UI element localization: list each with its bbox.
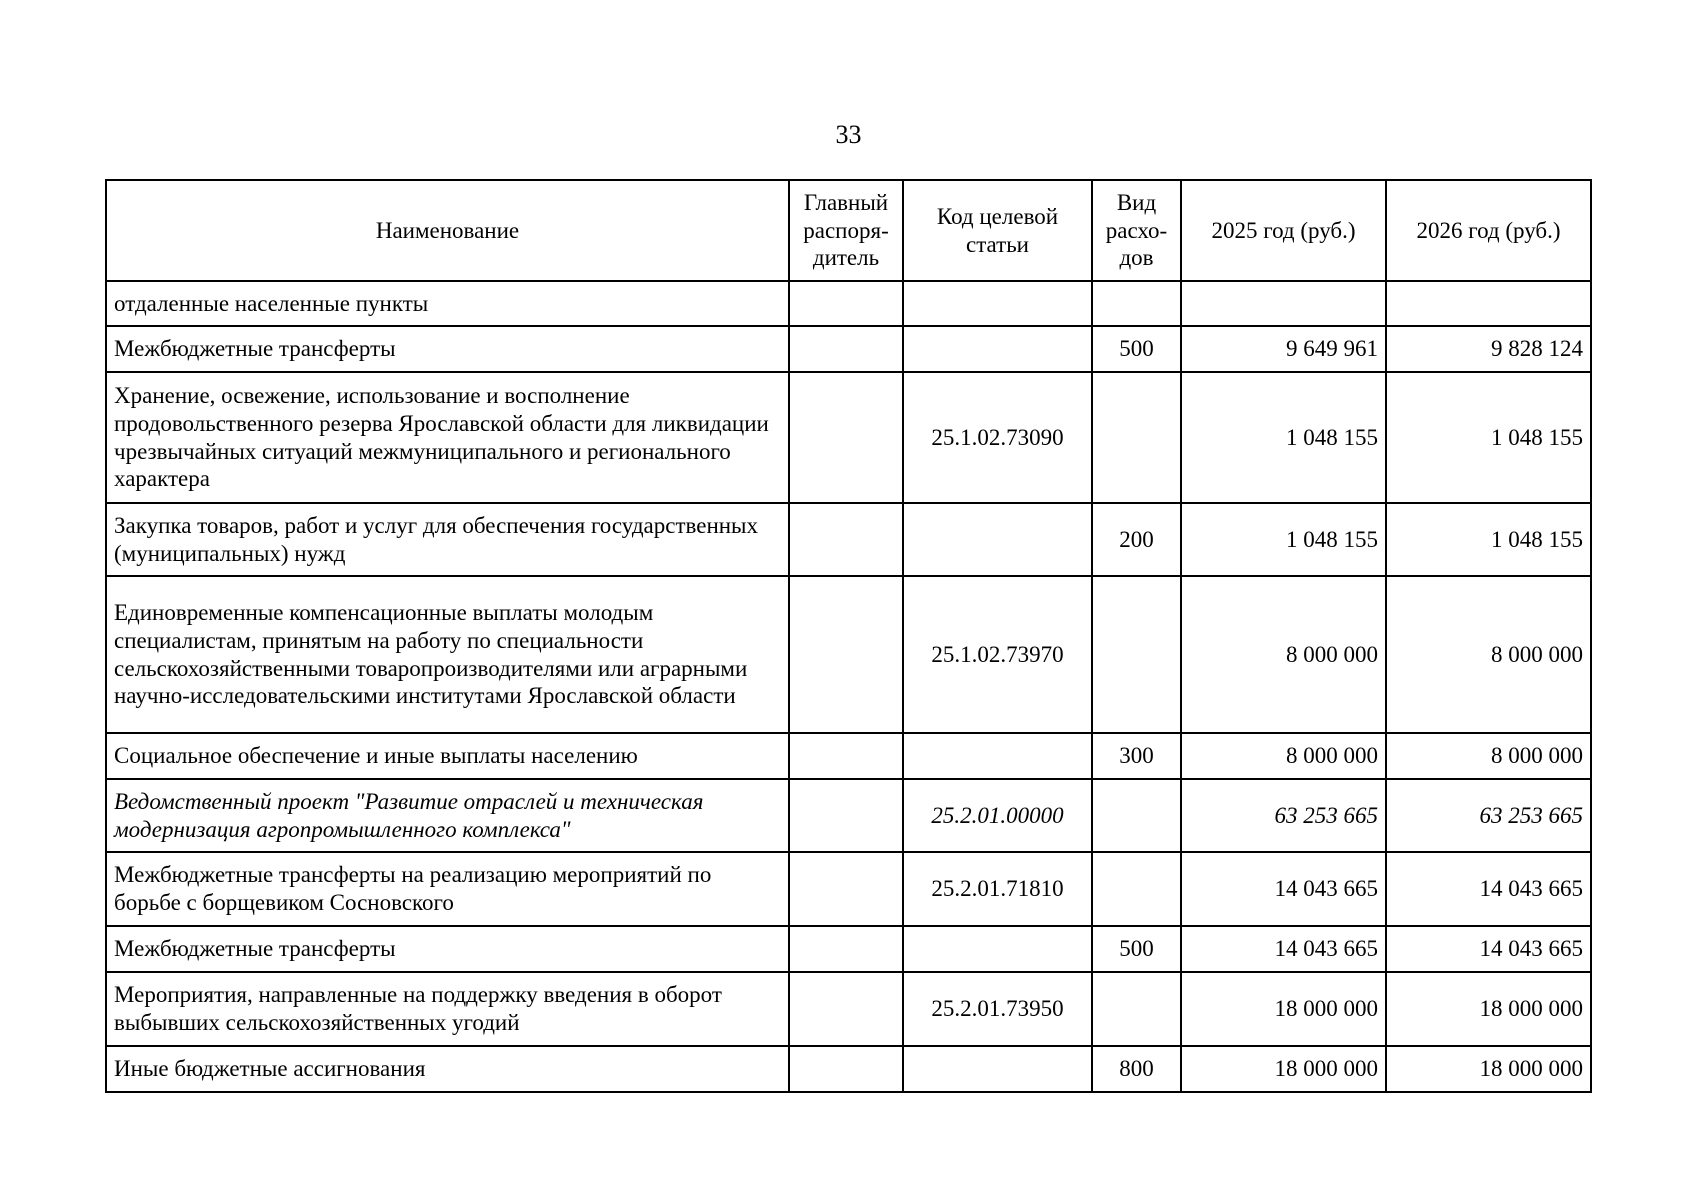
- cell-code: 25.2.01.73950: [903, 972, 1092, 1046]
- cell-2025: 1 048 155: [1181, 372, 1386, 503]
- cell-kind: 300: [1092, 733, 1181, 779]
- cell-2026: 18 000 000: [1386, 972, 1591, 1046]
- cell-name: Межбюджетные трансферты на реализацию мероприятий по борьбе с борщевиком Сосновского: [106, 852, 789, 926]
- table-row: [106, 576, 1591, 733]
- cell-2025: 1 048 155: [1181, 503, 1386, 576]
- cell-kind: [1092, 852, 1181, 926]
- header-manager: Главный распоря-дитель: [789, 180, 903, 281]
- cell-2026: 1 048 155: [1386, 503, 1591, 576]
- cell-code: [903, 326, 1092, 372]
- table-row: [106, 852, 1591, 926]
- cell-name: Единовременные компенсационные выплаты молодым специалистам, принятым на работу по специальности сельскохозяйственными товаропроизводителями или аграрными научно-исследовательскими институтами Ярославской области: [106, 576, 789, 733]
- header-kind: Вид расхо-дов: [1092, 180, 1181, 281]
- header-name: Наименование: [106, 180, 789, 281]
- cell-kind: [1092, 281, 1181, 326]
- budget-table: [105, 179, 1592, 1093]
- cell-2025: 9 649 961: [1181, 326, 1386, 372]
- table-row: [106, 779, 1591, 852]
- cell-manager: [789, 503, 903, 576]
- cell-name: Ведомственный проект "Развитие отраслей и техническая модернизация агропромышленного комплекса": [106, 779, 789, 852]
- cell-2025: 14 043 665: [1181, 852, 1386, 926]
- cell-manager: [789, 576, 903, 733]
- cell-kind: [1092, 372, 1181, 503]
- cell-manager: [789, 852, 903, 926]
- table-row: [106, 733, 1591, 779]
- cell-code: [903, 503, 1092, 576]
- cell-2026: 14 043 665: [1386, 926, 1591, 972]
- cell-kind: [1092, 779, 1181, 852]
- cell-kind: 200: [1092, 503, 1181, 576]
- cell-manager: [789, 372, 903, 503]
- table-row: [106, 326, 1591, 372]
- cell-2026: 1 048 155: [1386, 372, 1591, 503]
- cell-kind: [1092, 972, 1181, 1046]
- table-row: [106, 281, 1591, 326]
- page-number: 33: [835, 120, 862, 149]
- header-2025: 2025 год (руб.): [1181, 180, 1386, 281]
- cell-2025: [1181, 281, 1386, 326]
- table-row: [106, 1046, 1591, 1092]
- cell-code: [903, 733, 1092, 779]
- cell-2025: 8 000 000: [1181, 576, 1386, 733]
- cell-2026: 14 043 665: [1386, 852, 1591, 926]
- cell-name: Мероприятия, направленные на поддержку введения в оборот выбывших сельскохозяйственных угодий: [106, 972, 789, 1046]
- cell-manager: [789, 281, 903, 326]
- cell-2025: 14 043 665: [1181, 926, 1386, 972]
- table-body: [106, 281, 1591, 1092]
- header-2026: 2026 год (руб.): [1386, 180, 1591, 281]
- cell-manager: [789, 926, 903, 972]
- cell-name: Межбюджетные трансферты: [106, 926, 789, 972]
- cell-2025: 18 000 000: [1181, 1046, 1386, 1092]
- cell-kind: 500: [1092, 926, 1181, 972]
- cell-kind: 500: [1092, 326, 1181, 372]
- cell-2026: 9 828 124: [1386, 326, 1591, 372]
- cell-2026: 18 000 000: [1386, 1046, 1591, 1092]
- cell-manager: [789, 972, 903, 1046]
- table-row: [106, 926, 1591, 972]
- cell-2026: 63 253 665: [1386, 779, 1591, 852]
- cell-kind: 800: [1092, 1046, 1181, 1092]
- cell-code: 25.2.01.00000: [903, 779, 1092, 852]
- cell-kind: [1092, 576, 1181, 733]
- table-header-row: [106, 180, 1591, 281]
- cell-2025: 8 000 000: [1181, 733, 1386, 779]
- cell-code: [903, 926, 1092, 972]
- cell-name: Иные бюджетные ассигнования: [106, 1046, 789, 1092]
- cell-code: [903, 1046, 1092, 1092]
- cell-manager: [789, 733, 903, 779]
- cell-code: 25.1.02.73090: [903, 372, 1092, 503]
- cell-code: 25.1.02.73970: [903, 576, 1092, 733]
- table-row: [106, 372, 1591, 503]
- cell-2025: 18 000 000: [1181, 972, 1386, 1046]
- cell-name: Межбюджетные трансферты: [106, 326, 789, 372]
- cell-2026: [1386, 281, 1591, 326]
- cell-manager: [789, 1046, 903, 1092]
- cell-2025: 63 253 665: [1181, 779, 1386, 852]
- cell-code: 25.2.01.71810: [903, 852, 1092, 926]
- cell-manager: [789, 326, 903, 372]
- cell-2026: 8 000 000: [1386, 733, 1591, 779]
- cell-name: Социальное обеспечение и иные выплаты населению: [106, 733, 789, 779]
- cell-name: Хранение, освежение, использование и восполнение продовольственного резерва Ярославской области для ликвидации чрезвычайных ситуаций межмуниципального и регионального характера: [106, 372, 789, 503]
- table-row: [106, 503, 1591, 576]
- cell-name: отдаленные населенные пункты: [106, 281, 789, 326]
- cell-name: Закупка товаров, работ и услуг для обеспечения государственных (муниципальных) нужд: [106, 503, 789, 576]
- table-row: [106, 972, 1591, 1046]
- header-code: Код целевой статьи: [903, 180, 1092, 281]
- cell-code: [903, 281, 1092, 326]
- cell-manager: [789, 779, 903, 852]
- cell-2026: 8 000 000: [1386, 576, 1591, 733]
